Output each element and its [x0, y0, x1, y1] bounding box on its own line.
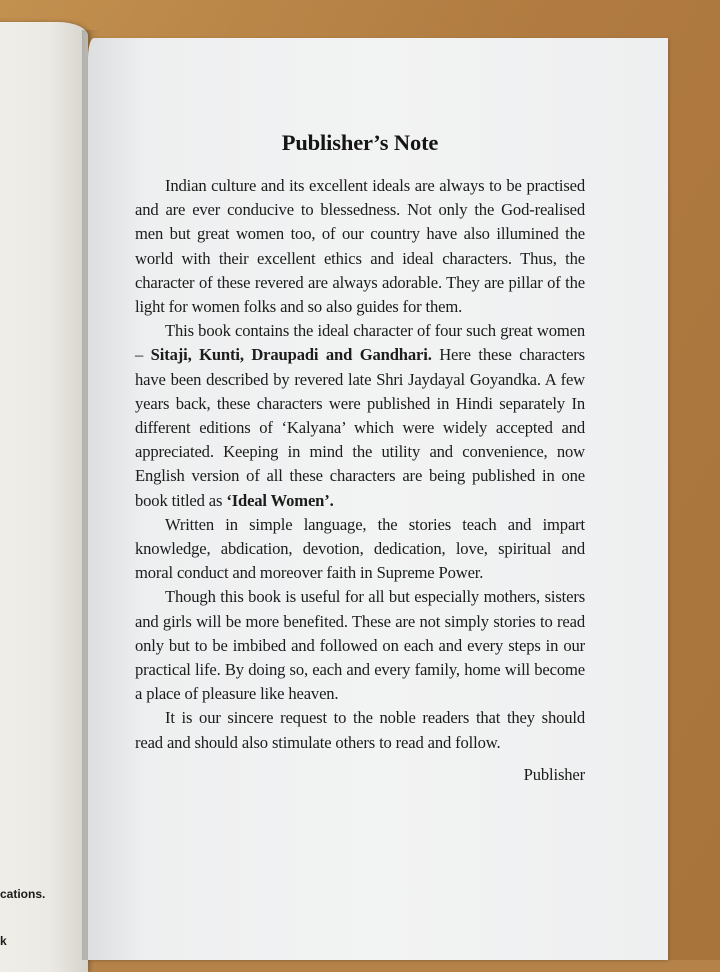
text-segment: Though this book is useful for all but especially mothers, sisters and girls will be more benefited. These are not simply stories to read only but to be imbibed and followed on each and every steps in our practical life. By doing so, each and every family, home will become a place of pleasure like heaven. [135, 587, 585, 704]
bold-text-segment: Sitaji, Kunti, Draupadi and Gandhari. [150, 345, 432, 365]
text-segment: Indian culture and its excellent ideals are always to be practised and are ever conducive to blessedness. Not only the God-realised men but great women too, of our country have also illumined the world with their excellent ethics and ideal characters. Thus, the character of these revered are always adorable. They are pillar of the light for women folks and so also guides for them. [135, 176, 585, 317]
text-segment: It is our sincere request to the noble readers that they should read and should also stimulate others to read and follow. [135, 708, 585, 752]
text-segment: Here these characters have been described by revered late Shri Jaydayal Goyandka. A few years back, these characters were published in Hindi separately In different editions of ‘Kalyana’ which were widely accepted and appreciated. Keeping in mind the utility and convenience, now English version of all these characters are being published in one book titled as [135, 345, 585, 510]
paragraph [135, 585, 585, 706]
page-content [135, 128, 585, 787]
left-page-fragment: k [0, 934, 7, 948]
paragraph [135, 174, 585, 319]
bold-text-segment: ‘Ideal Women’. [226, 490, 334, 510]
page-title: Publisher’s Note [281, 130, 439, 155]
paragraph [135, 513, 585, 586]
paragraph [135, 319, 585, 513]
body-text [135, 174, 585, 755]
signoff: Publisher [523, 764, 585, 784]
text-segment: Written in simple language, the stories teach and impart knowledge, abdication, devotion, dedication, love, spiritual and moral conduct and moreover faith in Supreme Power. [135, 514, 585, 583]
left-page [0, 22, 88, 972]
text-segment: This book contains the ideal character of four such great women – [135, 321, 585, 365]
left-page-fragment: cations. [0, 887, 46, 901]
paragraph [135, 706, 585, 754]
